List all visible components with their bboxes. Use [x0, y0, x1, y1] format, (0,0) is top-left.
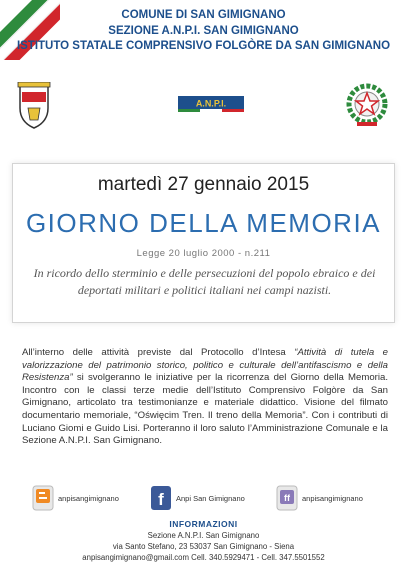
social-blogger[interactable]	[32, 484, 119, 512]
event-box	[12, 163, 395, 323]
description-protocol-title: “Attività di tutela e valorizzazione del patrimonio storico, politico e culturale dell’antifascismo e della Resistenza”	[22, 347, 388, 384]
event-date: martedì 27 gennaio 2015	[97, 174, 310, 195]
program-description	[22, 347, 388, 448]
social-facebook[interactable]	[150, 484, 245, 512]
header-line-1: COMUNE DI SAN GIMIGNANO	[121, 9, 286, 21]
header-line-3: ISTITUTO STATALE COMPRENSIVO FOLGÒRE DA SAN GIMIGNANO	[16, 40, 391, 52]
facebook-icon	[150, 485, 172, 511]
republic-emblem-icon	[343, 80, 391, 130]
event-title: GIORNO DELLA MEMORIA	[25, 208, 382, 238]
info-address: via Santo Stefano, 23 53037 San Gimignano - Siena	[112, 542, 295, 551]
event-dedication: In ricordo dello sterminio e delle persecuzioni del popolo ebraico e dei deportati militari e politici italiani nei campi nazisti.	[33, 266, 376, 297]
header-line-2: SEZIONE A.N.P.I. SAN GIMIGNANO	[108, 24, 299, 37]
info-organization: Sezione A.N.P.I. San Gimignano	[147, 531, 260, 540]
facebook-label: Anpi San Gimignano	[176, 493, 245, 503]
logos-row	[0, 80, 407, 150]
description-part-1: All’interno delle attività previste dal Protocollo d’Intesa	[22, 347, 295, 358]
friendfeed-icon	[276, 485, 298, 511]
blogger-label: anpisangimignano	[58, 493, 119, 503]
svg-text:ff: ff	[284, 493, 290, 503]
anpi-logo-text: A.N.P.I.	[195, 98, 227, 109]
svg-text:f: f	[158, 490, 164, 509]
organizers-header	[0, 8, 407, 55]
info-contacts[interactable]: anpisangimignano@gmail.com Cell. 340.5929471 - Cell. 347.5501552	[82, 553, 325, 562]
info-title: INFORMAZIONI	[169, 519, 238, 529]
social-friendfeed[interactable]	[276, 484, 363, 512]
anpi-logo	[178, 96, 244, 112]
description-part-2: si svolgeranno le iniziative per la ricorrenza del Giorno della Memoria. Incontro con le classi terze medie dell’Istituto Comprensivo Folgòre da San Gimignano, articolato tra testimonianze e materiale didattico. Visione del filmato documentario memoriale, “Oświęcim Tren. Il treno della Memoria”. Con i contributi di Luciano Giomi e Guido Lisi. Porteranno il loro saluto l’Amministrazione Comunale e la Sezione A.N.P.I. San Gimignano.	[22, 372, 388, 447]
municipal-crest-icon	[16, 82, 52, 130]
friendfeed-label: anpisangimignano	[302, 493, 363, 503]
blogger-icon	[32, 485, 54, 511]
law-reference: Legge 20 luglio 2000 - n.211	[136, 248, 271, 259]
info-footer	[0, 519, 407, 563]
